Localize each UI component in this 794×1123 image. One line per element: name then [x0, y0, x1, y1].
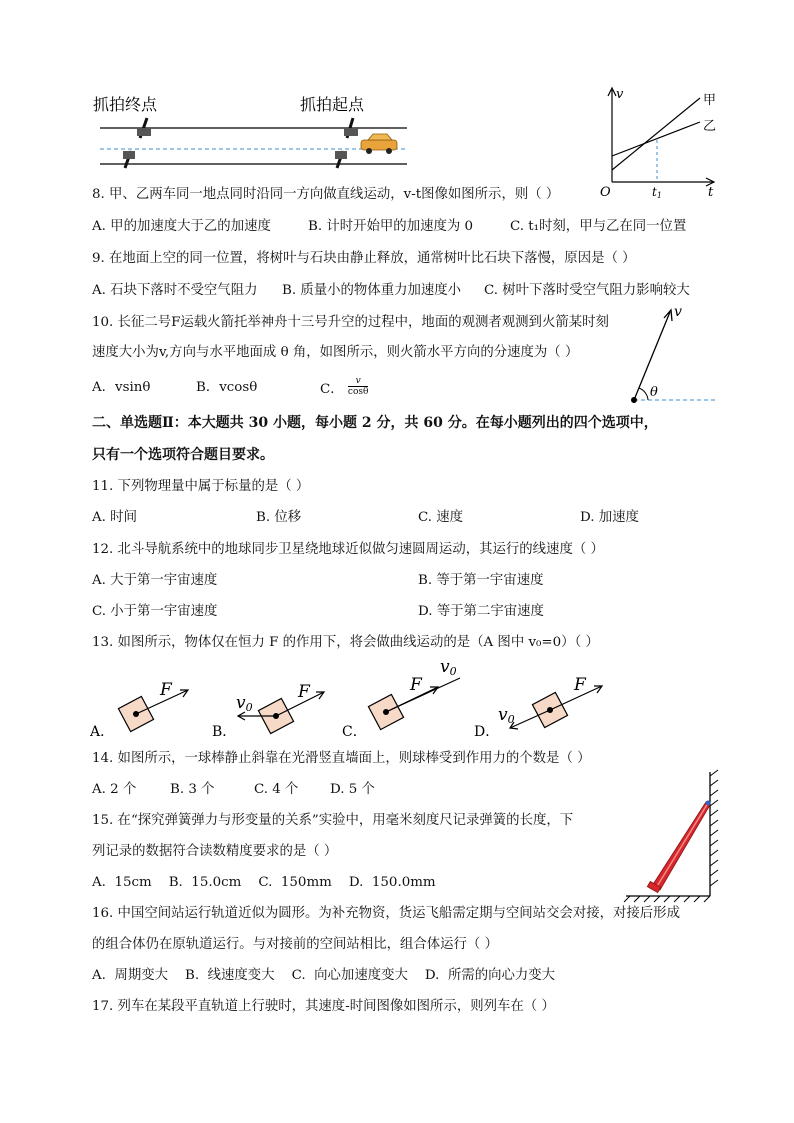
q10-stem-line2: 速度大小为v,方向与水平地面成 θ 角，如图所示，则火箭水平方向的分速度为（ ）	[92, 345, 579, 360]
q12-option-d: D. 等于第二宇宙速度	[418, 604, 544, 619]
q12-option-a: A. 大于第一宇宙速度	[92, 573, 218, 588]
q11-stem: 11. 下列物理量中属于标量的是（ ）	[92, 479, 310, 494]
q12-option-c: C. 小于第一宇宙速度	[92, 604, 218, 619]
bat-wall-figure	[622, 768, 722, 904]
q14-option-a: A. 2 个	[92, 782, 137, 797]
q13-stem: 13. 如图所示，物体仅在恒力 F 的作用下，将会做曲线运动的是（A 图中 v₀=0）（ ）	[92, 635, 599, 650]
q14-option-c: C. 4 个	[254, 782, 299, 797]
q14-option-d: D. 5 个	[330, 782, 375, 797]
q13-option-b-label: B．	[212, 724, 237, 740]
q10-fraction: $\frac{v}{\cos\theta}$	[347, 376, 369, 397]
q12-stem: 12. 北斗导航系统中的地球同步卫星绕地球近似做匀速圆周运动，其运行的线速度（ ）	[92, 542, 604, 557]
baseball-bat-icon	[647, 801, 710, 893]
q8-option-a: A. 甲的加速度大于乙的加速度	[92, 219, 271, 234]
q13-d-v0: v0	[498, 705, 515, 726]
q11-option-a: A. 时间	[92, 510, 137, 525]
q13-option-a-label: A．	[90, 724, 115, 740]
q9-option-a: A. 石块下落时不受空气阻力	[92, 283, 258, 298]
q8-stem: 8. 甲、乙两车同一地点同时沿同一方向做直线运动，v-t图像如图所示，则（ ）	[92, 187, 560, 202]
section2-header-line2: 只有一个选项符合题目要求。	[92, 447, 274, 463]
q13-b-v0: v0	[236, 693, 253, 714]
q11-option-b: B. 位移	[256, 510, 302, 525]
origin-label: O	[600, 185, 611, 200]
vt-graph	[596, 84, 726, 200]
q13-b-force: F	[298, 682, 310, 702]
q11-option-c: C. 速度	[418, 510, 464, 525]
camera-start-label: 抓拍起点	[300, 95, 365, 114]
section2-header-line1: 二、单选题Ⅱ：本大题共 30 小题，每小题 2 分，共 60 分。在每小题列出的四个选项中，	[92, 415, 658, 431]
q16-options: A. 周期变大 B. 线速度变大 C. 向心加速度变大 D. 所需的向心力变大	[92, 968, 556, 983]
q13-option-d-label: D．	[474, 724, 500, 740]
q15-options: A. 15cm B. 15.0cm C. 150mm D. 150.0mm	[92, 875, 436, 890]
q13-c-v0: v0	[440, 657, 457, 678]
camera-icon	[335, 118, 358, 168]
camera-icon	[123, 118, 151, 168]
yi-line	[612, 122, 700, 156]
q10-option-c: C． $\frac{v}{\cos\theta}$	[320, 376, 369, 397]
q13-option-c-label: C．	[342, 724, 367, 740]
q16-stem-line2: 的组合体仍在原轨道运行。与对接前的空间站相比，组合体运行（ ）	[92, 937, 498, 952]
q13-a-force: F	[160, 680, 172, 700]
v-axis-label: v	[616, 87, 624, 102]
q8-option-b: B. 计时开始甲的加速度为 0	[308, 219, 474, 234]
jia-line	[612, 98, 700, 170]
rocket-theta-label: θ	[650, 385, 658, 400]
q11-option-d: D. 加速度	[580, 510, 639, 525]
q8-option-c: C. t₁时刻，甲与乙在同一位置	[510, 219, 687, 234]
q13-d-force: F	[574, 675, 586, 695]
q10-stem-line1: 10. 长征二号F运载火箭托举神舟十三号升空的过程中，地面的观测者观测到火箭某时刻	[92, 315, 609, 330]
t1-label: t1	[652, 185, 662, 200]
q14-stem: 14. 如图所示，一球棒静止斜靠在光滑竖直墙面上，则球棒受到作用力的个数是（ ）	[92, 751, 591, 766]
q15-stem-line2: 列记录的数据符合读数精度要求的是（ ）	[92, 844, 338, 859]
rocket-v-label: v	[674, 304, 682, 320]
q9-option-b: B. 质量小的物体重力加速度小	[282, 283, 462, 298]
q10-option-b: B．vcosθ	[196, 380, 258, 395]
camera-road-figure	[85, 88, 415, 178]
q15-stem-line1: 15. 在“探究弹簧弹力与形变量的关系”实验中，用毫米刻度尺记录弹簧的长度，下	[92, 813, 574, 828]
rocket-velocity-figure	[620, 302, 720, 408]
t-axis-label: t	[708, 185, 714, 200]
q9-stem: 9. 在地面上空的同一位置，将树叶与石块由静止释放，通常树叶比石块下落慢，原因是（ ）	[92, 251, 636, 266]
q13-c-force: F	[410, 675, 422, 695]
q16-stem-line1: 16. 中国空间站运行轨道近似为圆形。为补充物资，货运飞船需定期与空间站交会对接，对接后形成	[92, 906, 680, 921]
yi-label: 乙	[703, 119, 717, 134]
car-icon	[361, 134, 397, 154]
q12-option-b: B. 等于第一宇宙速度	[418, 573, 544, 588]
q14-option-b: B. 3 个	[170, 782, 215, 797]
q13-force-figures	[88, 652, 628, 744]
q10-option-a: A．vsinθ	[92, 380, 151, 395]
q9-option-c: C. 树叶下落时受空气阻力影响较大	[484, 283, 690, 298]
camera-end-label: 抓拍终点	[93, 95, 158, 114]
q17-stem: 17. 列车在某段平直轨道上行驶时，其速度-时间图像如图所示，则列车在（ ）	[92, 999, 555, 1014]
jia-label: 甲	[703, 93, 717, 108]
